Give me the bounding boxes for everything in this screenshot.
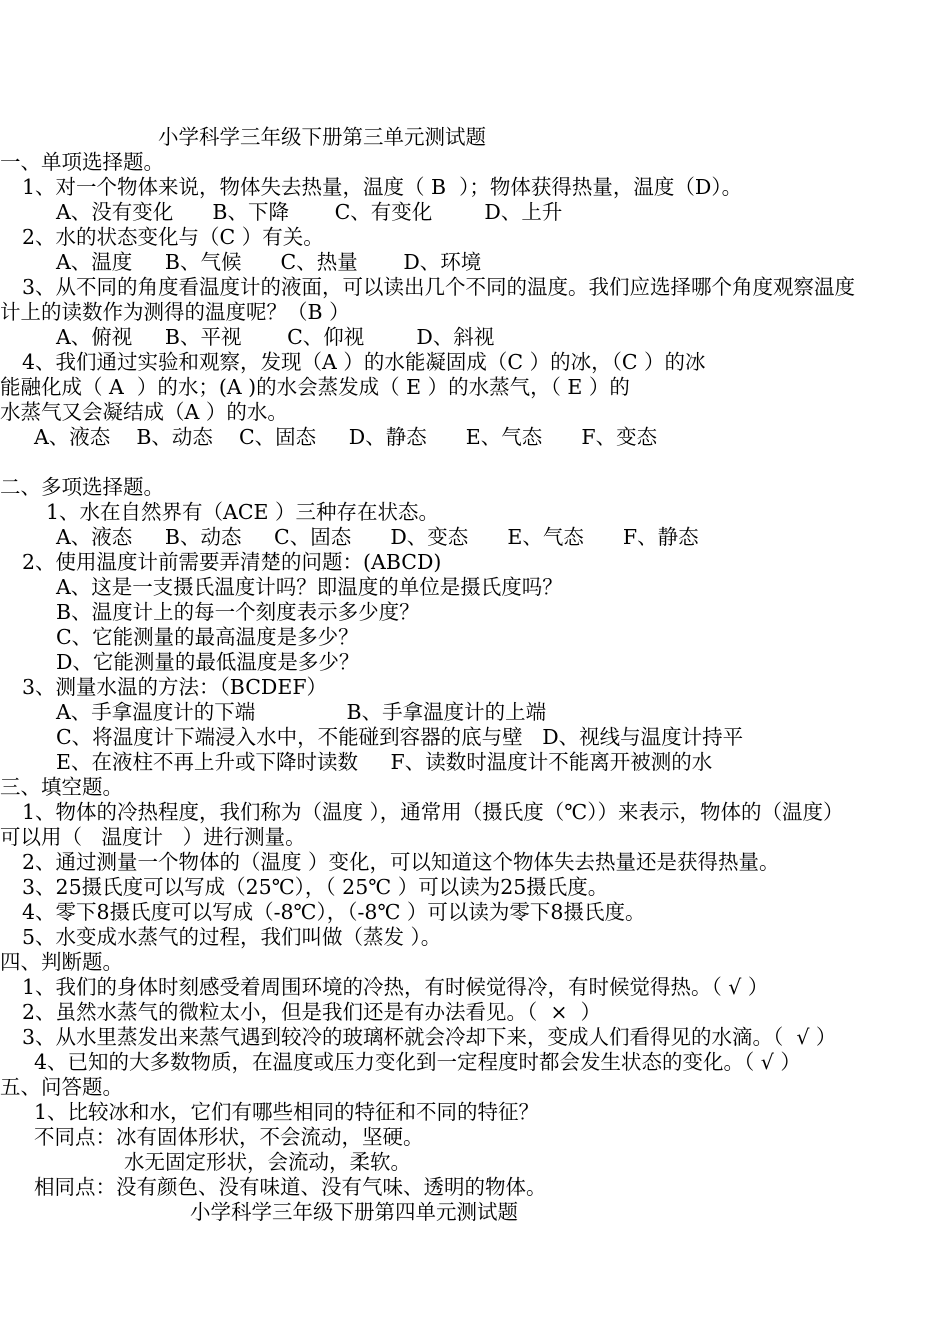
line-q4-2: 2、虽然水蒸气的微粒太小，但是我们还是有办法看见。（ × ） (22, 1000, 602, 1024)
line-q3-3: 3、25摄氏度可以写成（25℃），（ 25℃ ）可以读为25摄氏度。 (22, 875, 609, 899)
line-q1-4b: 能融化成（ A ）的水；(A )的水会蒸发成（ E ）的水蒸气，（ E ）的 (0, 375, 630, 399)
line-q5-1-diff-a: 不同点：冰有固体形状，不会流动，坚硬。 (34, 1125, 424, 1149)
line-q2-2-c: C、它能测量的最高温度是多少？ (56, 625, 359, 649)
line-q2-1: 1、水在自然界有（ACE ）三种存在状态。 (46, 500, 440, 524)
line-q4-1: 1、我们的身体时刻感受着周围环境的冷热，有时候觉得冷，有时候觉得热。（ √ ） (22, 975, 769, 999)
line-q5-1: 1、比较冰和水，它们有哪些相同的特征和不同的特征？ (34, 1100, 540, 1124)
line-section-3-heading: 三、填空题。 (0, 775, 123, 799)
line-q3-5: 5、水变成水蒸气的过程，我们叫做（蒸发 ）。 (22, 925, 442, 949)
line-q1-3b: 计上的读数作为测得的温度呢？（B ） (0, 300, 350, 324)
line-section-1-heading: 一、单项选择题。 (0, 150, 164, 174)
line-q1-2-options: A、温度 B、气候 C、热量 D、环境 (56, 250, 482, 274)
line-q1-4c: 水蒸气又会凝结成（A ）的水。 (0, 400, 288, 424)
line-q3-2: 2、通过测量一个物体的（温度 ）变化，可以知道这个物体失去热量还是获得热量。 (22, 850, 780, 874)
line-q2-1-options: A、液态 B、动态 C、固态 D、变态 E、气态 F、静态 (56, 525, 699, 549)
line-q2-2: 2、使用温度计前需要弄清楚的问题：(ABCD) (22, 550, 442, 574)
line-q4-3: 3、从水里蒸发出来蒸气遇到较冷的玻璃杯就会冷却下来，变成人们看得见的水滴。（ √ ） (22, 1025, 837, 1049)
line-title-unit4: 小学科学三年级下册第四单元测试题 (190, 1200, 518, 1224)
line-q2-3-ab: A、手拿温度计的下端 B、手拿温度计的上端 (56, 700, 547, 724)
line-q5-1-same: 相同点：没有颜色、没有味道、没有气味、透明的物体。 (34, 1175, 547, 1199)
line-section-5-heading: 五、问答题。 (0, 1075, 123, 1099)
line-q1-1: 1、对一个物体来说，物体失去热量，温度（ B ）；物体获得热量，温度（D）。 (22, 175, 743, 199)
line-q2-2-a: A、这是一支摄氏温度计吗？即温度的单位是摄氏度吗？ (56, 575, 563, 599)
line-title-unit3: 小学科学三年级下册第三单元测试题 (158, 125, 486, 149)
line-section-4-heading: 四、判断题。 (0, 950, 123, 974)
line-q1-4-options: A、液态 B、动态 C、固态 D、静态 E、气态 F、变态 (34, 425, 658, 449)
line-q2-3-ef: E、在液柱不再上升或下降时读数 F、读数时温度计不能离开被测的水 (56, 750, 713, 774)
line-section-2-heading: 二、多项选择题。 (0, 475, 164, 499)
line-q3-4: 4、零下8摄氏度可以写成（-8℃），（-8℃ ）可以读为零下8摄氏度。 (22, 900, 646, 924)
line-q1-1-options: A、没有变化 B、下降 C、有变化 D、上升 (56, 200, 563, 224)
line-q4-4: 4、已知的大多数物质，在温度或压力变化到一定程度时都会发生状态的变化。（ √ ） (34, 1050, 801, 1074)
line-q3-1b: 可以用（ 温度计 ）进行测量。 (0, 825, 306, 849)
line-q2-3-cd: C、将温度计下端浸入水中，不能碰到容器的底与壁 D、视线与温度计持平 (56, 725, 744, 749)
line-q1-2: 2、水的状态变化与（C ）有关。 (22, 225, 324, 249)
line-q1-4a: 4、我们通过实验和观察，发现（A ）的水能凝固成（C ）的冰，（C ）的冰 (22, 350, 706, 374)
line-q1-3-options: A、俯视 B、平视 C、仰视 D、斜视 (56, 325, 495, 349)
line-q1-3a: 3、从不同的角度看温度计的液面，可以读出几个不同的温度。我们应选择哪个角度观察温度 (22, 275, 856, 299)
line-q3-1a: 1、物体的冷热程度，我们称为（温度 ），通常用（摄氏度（℃））来表示，物体的（温度） (22, 800, 844, 824)
line-q2-2-b: B、温度计上的每一个刻度表示多少度？ (56, 600, 420, 624)
line-q2-2-d: D、它能测量的最低温度是多少？ (56, 650, 360, 674)
line-q2-3: 3、测量水温的方法：（BCDEF） (22, 675, 328, 699)
line-q5-1-diff-b: 水无固定形状，会流动，柔软。 (124, 1150, 411, 1174)
